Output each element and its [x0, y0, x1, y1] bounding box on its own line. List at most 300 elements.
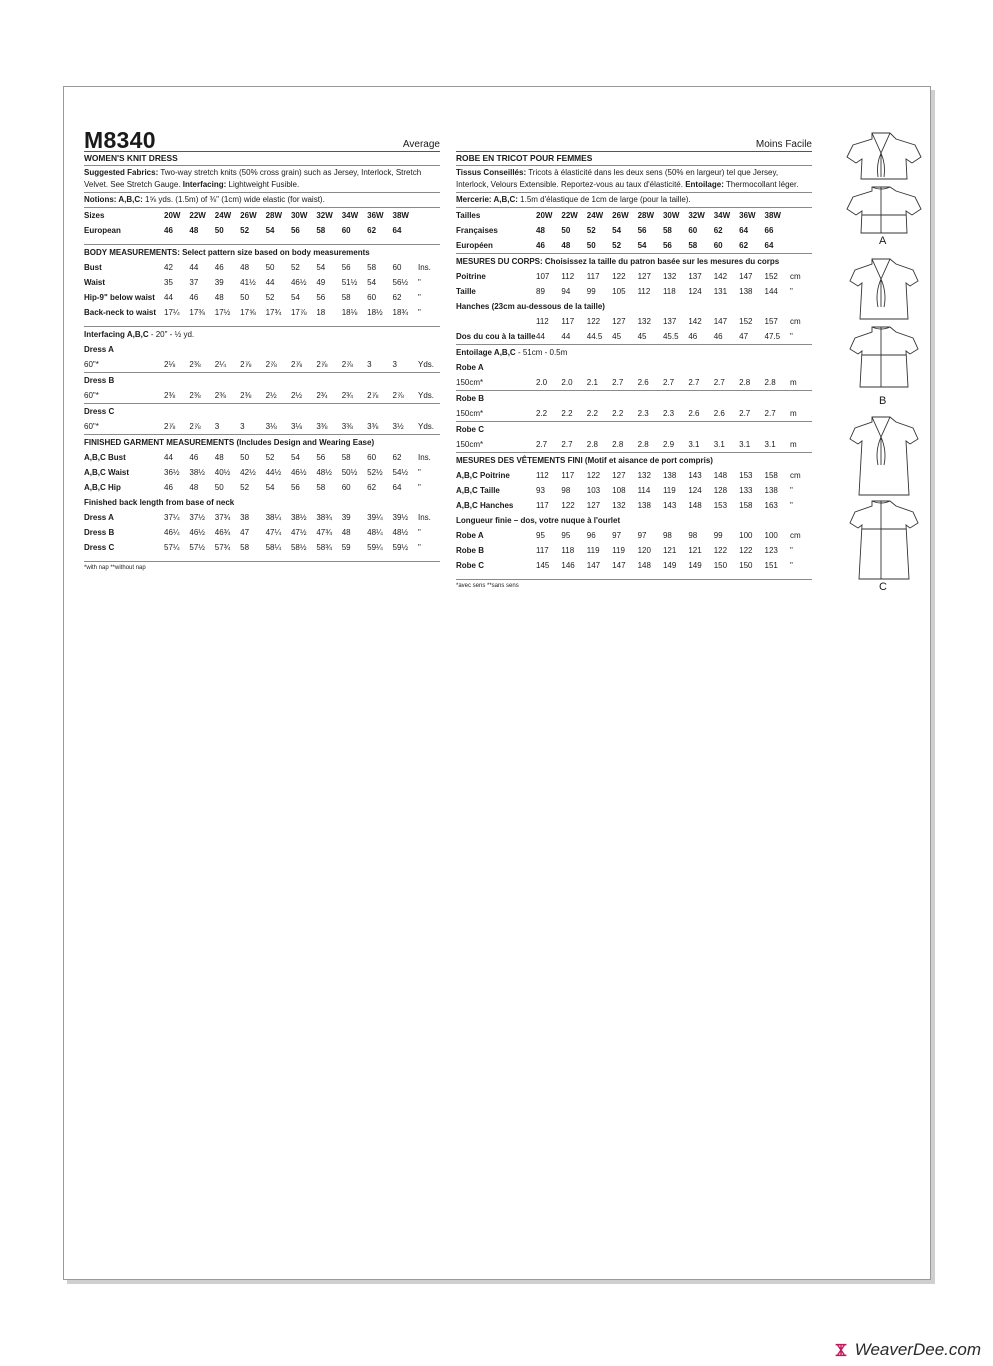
table-cell: 2.3 — [662, 409, 675, 418]
table-cell: 42 — [164, 263, 173, 272]
table-cell: 54 — [612, 226, 622, 235]
fabrics-text-fr: Tricots à élasticité dans les deux sens (50% en largeur) tel que Jersey, Interlock, Velours Extensible. Reportez-vous au taux d'élasticité. — [456, 168, 779, 189]
dress-b-front — [850, 259, 918, 319]
table-cell: 124 — [688, 486, 702, 495]
table-cell: 38¾ — [316, 513, 332, 522]
unit-cell: " — [790, 561, 793, 570]
table-cell: 2⅜ — [164, 391, 176, 400]
table-cell: 46½ — [290, 278, 307, 287]
table-cell: 58¾ — [316, 543, 332, 552]
row-label: Robe B — [456, 546, 484, 555]
unit-cell: " — [790, 287, 793, 296]
table-cell: 52 — [240, 483, 250, 492]
table-cell: 2.6 — [637, 378, 649, 387]
table-cell: 59 — [341, 543, 351, 552]
table-cell: 143 — [688, 471, 702, 480]
difficulty-level: Average — [402, 139, 440, 150]
table-cell: 108 — [612, 486, 626, 495]
table-cell: 54 — [290, 453, 300, 462]
table-cell: 3⅜ — [367, 422, 379, 431]
table-cell: 46 — [189, 453, 199, 462]
row-label: A,B,C Poitrine — [456, 471, 510, 480]
table-cell: 52 — [290, 263, 300, 272]
table-cell: 2.7 — [536, 440, 548, 449]
table-cell: 46 — [214, 263, 224, 272]
table-cell: 56 — [316, 453, 326, 462]
table-cell: 46 — [189, 293, 199, 302]
row-label: 150cm* — [456, 378, 484, 387]
table-cell: 3½ — [392, 422, 404, 431]
row-label: 60"* — [84, 360, 99, 369]
table-cell: 112 — [561, 272, 575, 281]
table-cell: 37½ — [189, 513, 205, 522]
table-cell: 58 — [367, 263, 377, 272]
table-cell: 163 — [764, 501, 778, 510]
table-cell: 127 — [637, 272, 651, 281]
table-cell: 2.7 — [764, 409, 776, 418]
table-cell: 42½ — [240, 468, 256, 477]
table-cell: 57¾ — [214, 543, 231, 552]
table-cell: 149 — [662, 561, 677, 570]
table-cell: 47 — [739, 332, 749, 341]
table-cell: 137 — [688, 272, 702, 281]
table-cell: 18¾ — [392, 308, 409, 317]
table-cell: 48¼ — [367, 528, 383, 537]
table-cell: 57¼ — [164, 543, 180, 552]
table-cell: 62 — [739, 241, 749, 250]
table-cell: 49 — [316, 278, 326, 287]
table-cell: 132 — [612, 501, 626, 510]
table-cell: 2.7 — [688, 378, 700, 387]
table-cell: 143 — [662, 501, 677, 510]
table-cell: 117 — [536, 546, 549, 555]
table-cell: 2½ — [290, 391, 303, 400]
table-cell: 2.7 — [662, 378, 675, 387]
table-cell: 94 — [561, 287, 571, 296]
table-cell: 137 — [662, 317, 677, 326]
table-cell: 147 — [586, 561, 601, 570]
table-cell: 131 — [713, 287, 728, 296]
table-cell: 17⅞ — [290, 308, 307, 317]
spool-icon — [832, 1341, 850, 1359]
table-cell: 20W — [536, 211, 553, 220]
table-cell: 48 — [189, 483, 199, 492]
table-cell: 54½ — [392, 468, 409, 477]
unit-cell: Ins. — [418, 453, 431, 462]
table-cell: 2.0 — [536, 378, 548, 387]
pattern-sheet — [63, 86, 931, 1280]
figure-label-a: A — [879, 235, 887, 247]
table-cell: 60 — [341, 483, 351, 492]
hip-title-fr: Hanches (23cm au-dessous de la taille) — [456, 302, 605, 311]
interfacing-text: Lightweight Fusible. — [226, 180, 300, 189]
table-cell: 37¾ — [214, 513, 231, 522]
difficulty-level-fr: Moins Facile — [755, 139, 812, 150]
table-cell: 153 — [739, 471, 753, 480]
table-cell: 157 — [764, 317, 778, 326]
unit-cell: " — [790, 501, 793, 510]
view-name: Dress A — [84, 345, 114, 354]
table-cell: 30W — [662, 211, 680, 220]
table-cell: 30W — [290, 211, 308, 220]
table-cell: 56 — [316, 293, 326, 302]
table-cell: 158 — [739, 501, 753, 510]
table-cell: 119 — [612, 546, 625, 555]
table-cell: 122 — [713, 546, 728, 555]
table-cell: 3.1 — [688, 440, 700, 449]
table-cell: 3 — [214, 422, 220, 431]
table-cell: 96 — [586, 531, 596, 540]
table-cell: 17¼ — [164, 308, 180, 317]
table-cell: 54 — [265, 226, 275, 235]
table-cell: 2¼ — [214, 360, 226, 369]
table-cell: 60 — [392, 263, 402, 272]
row-label: Robe C — [456, 561, 484, 570]
dress-a-back — [847, 187, 921, 233]
table-cell: 45 — [637, 332, 647, 341]
table-cell: 2⅜ — [214, 391, 226, 400]
table-cell: 58 — [316, 226, 326, 235]
table-cell: 48 — [561, 241, 571, 250]
table-cell: 17⅝ — [240, 308, 256, 317]
finished-length-title-fr: Longueur finie – dos, votre nuque à l'ourlet — [456, 516, 621, 525]
table-cell: 60 — [367, 453, 377, 462]
table-cell: 62 — [367, 483, 377, 492]
unit-cell: m — [790, 409, 797, 418]
view-name: Robe B — [456, 394, 484, 403]
table-cell: 52 — [265, 293, 275, 302]
interfacing-label-fr: Entoilage: — [685, 180, 724, 189]
table-cell: 62 — [392, 453, 402, 462]
table-cell: 58 — [341, 293, 351, 302]
table-cell: 52 — [586, 226, 596, 235]
table-cell: 48½ — [392, 528, 409, 537]
table-cell: 98 — [662, 531, 672, 540]
table-cell: 138 — [739, 287, 753, 296]
unit-cell: " — [418, 308, 421, 317]
finished-length-title: Finished back length from base of neck — [84, 498, 235, 507]
table-cell: 98 — [688, 531, 698, 540]
table-cell: 150 — [713, 561, 728, 570]
table-cell: 99 — [586, 287, 596, 296]
table-cell: 121 — [662, 546, 677, 555]
table-cell: 24W — [586, 211, 604, 220]
table-cell: 52 — [612, 241, 622, 250]
unit-cell: " — [418, 483, 421, 492]
view-name: Dress C — [84, 407, 115, 416]
view-name: Robe C — [456, 425, 484, 434]
table-cell: 18½ — [367, 308, 383, 317]
unit-cell: " — [790, 546, 793, 555]
table-cell: 48 — [189, 226, 199, 235]
table-cell: 46½ — [290, 468, 307, 477]
table-cell: 54 — [316, 263, 326, 272]
table-cell: 18⅛ — [341, 308, 358, 317]
table-cell: 2.6 — [688, 409, 700, 418]
unit-cell: " — [790, 332, 793, 341]
brand-watermark — [832, 1340, 981, 1360]
table-cell: 35 — [164, 278, 173, 287]
table-cell: 132 — [637, 471, 651, 480]
table-cell: 2⅞ — [316, 360, 328, 369]
table-cell: 2⅜ — [189, 360, 201, 369]
table-cell: 37 — [189, 278, 199, 287]
table-cell: 48 — [214, 293, 224, 302]
table-cell: 50½ — [341, 468, 358, 477]
table-cell: 56 — [341, 263, 351, 272]
garment-title: WOMEN'S KNIT DRESS — [84, 153, 178, 163]
table-cell: 50 — [214, 226, 224, 235]
table-cell: 146 — [561, 561, 575, 570]
table-cell: 2⅞ — [290, 360, 303, 369]
table-cell: 122 — [586, 317, 601, 326]
table-cell: 107 — [536, 272, 550, 281]
table-cell: 120 — [637, 546, 651, 555]
table-cell: 39½ — [392, 513, 409, 522]
table-cell: 46 — [536, 241, 545, 250]
dress-a-front — [847, 133, 921, 179]
row-label: Back-neck to waist — [84, 308, 157, 317]
table-cell: 112 — [536, 317, 549, 326]
table-cell: 46¾ — [214, 528, 231, 537]
view-name: Robe A — [456, 363, 484, 372]
table-cell: 148 — [713, 471, 728, 480]
notions-label: Notions: A,B,C: — [84, 195, 143, 204]
table-cell: 133 — [739, 486, 753, 495]
table-cell: 44 — [536, 332, 545, 341]
interfacing-yardage-bold-fr: Entoilage A,B,C — [456, 348, 516, 357]
table-cell: 38½ — [189, 468, 205, 477]
unit-cell: m — [790, 378, 797, 387]
table-cell: 98 — [561, 486, 571, 495]
table-cell: 60 — [341, 226, 351, 235]
table-cell: 123 — [764, 546, 778, 555]
table-cell: 51½ — [341, 278, 358, 287]
table-cell: 20W — [164, 211, 181, 220]
pattern-code: M8340 — [84, 127, 156, 153]
table-cell: 54 — [637, 241, 647, 250]
table-cell: 36W — [739, 211, 756, 220]
table-cell: 60 — [367, 293, 377, 302]
table-cell: 47¼ — [265, 528, 282, 537]
table-cell: 2⅞ — [189, 422, 201, 431]
interfacing-text-fr: Thermocollant léger. — [723, 180, 799, 189]
table-cell: 58 — [341, 453, 351, 462]
table-cell: 48 — [536, 226, 545, 235]
table-cell: 3 — [392, 360, 397, 369]
unit-cell: " — [790, 486, 793, 495]
table-cell: 60 — [713, 241, 723, 250]
table-cell: 122 — [739, 546, 753, 555]
table-cell: 44 — [164, 453, 173, 462]
table-cell: 122 — [561, 501, 575, 510]
table-cell: 2⅞ — [367, 391, 379, 400]
table-cell: 36½ — [164, 468, 180, 477]
row-label: 60"* — [84, 391, 99, 400]
unit-cell: Yds. — [418, 391, 435, 400]
brand-name: WeaverDee.com — [854, 1340, 981, 1359]
table-cell: 151 — [764, 561, 778, 570]
table-cell: 3.1 — [713, 440, 725, 449]
table-cell: 97 — [637, 531, 647, 540]
table-cell: 58 — [316, 483, 326, 492]
table-cell: 54 — [367, 278, 377, 287]
table-cell: 56 — [637, 226, 647, 235]
table-cell: 147 — [739, 272, 753, 281]
unit-cell: cm — [790, 531, 801, 540]
table-cell: 118 — [662, 287, 676, 296]
table-cell: 56 — [662, 241, 672, 250]
table-cell: 22W — [561, 211, 578, 220]
unit-cell: " — [418, 528, 421, 537]
table-cell: 105 — [612, 287, 626, 296]
table-cell: 38 — [240, 513, 250, 522]
table-cell: 28W — [265, 211, 283, 220]
table-cell: 48 — [214, 453, 224, 462]
table-cell: 114 — [637, 486, 651, 495]
table-cell: 153 — [713, 501, 728, 510]
table-cell: 47.5 — [764, 332, 781, 341]
unit-cell: " — [418, 293, 421, 302]
table-cell: 24W — [214, 211, 232, 220]
unit-cell: m — [790, 440, 797, 449]
table-cell: 2¾ — [316, 391, 328, 400]
unit-cell: Yds. — [418, 422, 435, 431]
table-cell: 147 — [713, 317, 728, 326]
table-cell: 2.8 — [764, 378, 776, 387]
view-name: Dress B — [84, 376, 115, 385]
table-cell: 3 — [240, 422, 245, 431]
table-cell: 2⅜ — [240, 391, 252, 400]
table-cell: 54 — [290, 293, 300, 302]
table-cell: 2.7 — [561, 440, 573, 449]
unit-cell: Yds. — [418, 360, 435, 369]
body-measurements-title: BODY MEASUREMENTS: Select pattern size based on body measurements — [84, 248, 370, 257]
table-cell: 117 — [536, 501, 549, 510]
footnote: *with nap **without nap — [84, 565, 146, 571]
fabrics-label: Suggested Fabrics: — [84, 168, 159, 177]
table-cell: 48 — [240, 263, 250, 272]
table-cell: 52 — [240, 226, 250, 235]
table-cell: 117 — [561, 471, 575, 480]
table-cell: 2.8 — [586, 440, 598, 449]
table-cell: 158 — [764, 471, 778, 480]
table-cell: 57½ — [189, 543, 205, 552]
table-cell: 2.0 — [561, 378, 573, 387]
table-cell: 39¼ — [367, 513, 383, 522]
table-cell: 2.8 — [637, 440, 649, 449]
interfacing-label: Interfacing: — [182, 180, 227, 189]
fabrics-text: Two-way stretch knits (50% cross grain) such as Jersey, Interlock, Stretch Velvet. See Stretch Gauge. — [84, 168, 422, 189]
table-cell: 145 — [536, 561, 550, 570]
table-cell: 58 — [662, 226, 672, 235]
table-cell: 112 — [536, 471, 549, 480]
table-cell: 127 — [612, 471, 626, 480]
interfacing-yardage-bold: Interfacing A,B,C — [84, 330, 149, 339]
table-cell: 127 — [586, 501, 601, 510]
table-cell: 3 — [367, 360, 372, 369]
table-cell: 17¾ — [265, 308, 282, 317]
table-cell: 117 — [561, 317, 575, 326]
row-label: Dress C — [84, 543, 115, 552]
table-cell: 132 — [637, 317, 651, 326]
row-label: A,B,C Bust — [84, 453, 126, 462]
table-cell: 142 — [688, 317, 702, 326]
table-cell: 48 — [341, 528, 351, 537]
table-cell: 44½ — [265, 468, 282, 477]
unit-cell: Ins. — [418, 263, 431, 272]
row-label: Françaises — [456, 226, 498, 235]
dress-b-back — [850, 327, 918, 387]
table-cell: 2.7 — [739, 409, 751, 418]
table-cell: 34W — [713, 211, 731, 220]
table-cell: 38W — [764, 211, 781, 220]
table-cell: 149 — [688, 561, 702, 570]
table-cell: 58½ — [290, 543, 307, 552]
dress-c-back — [850, 501, 918, 579]
table-cell: 26W — [612, 211, 629, 220]
table-cell: 124 — [688, 287, 702, 296]
table-cell: 2.3 — [637, 409, 649, 418]
table-cell: 117 — [586, 272, 600, 281]
table-cell: 50 — [586, 241, 596, 250]
table-cell: 50 — [240, 293, 250, 302]
table-cell: 2.1 — [586, 378, 598, 387]
table-cell: 44 — [164, 293, 173, 302]
table-cell: 138 — [764, 486, 778, 495]
table-cell: 50 — [561, 226, 571, 235]
table-cell: 44 — [189, 263, 199, 272]
table-cell: 46¼ — [164, 528, 180, 537]
table-cell: 127 — [612, 317, 626, 326]
row-label: Tailles — [456, 211, 481, 220]
table-cell: 3⅛ — [265, 422, 277, 431]
table-cell: 144 — [764, 287, 778, 296]
table-cell: 138 — [637, 501, 651, 510]
table-cell: 148 — [688, 501, 702, 510]
table-cell: 119 — [662, 486, 676, 495]
table-cell: 2⅞ — [164, 422, 176, 431]
table-cell: 2.2 — [536, 409, 548, 418]
row-label: 150cm* — [456, 409, 484, 418]
table-cell: 59¼ — [367, 543, 383, 552]
table-cell: 2⅞ — [265, 360, 277, 369]
table-cell: 152 — [764, 272, 778, 281]
table-cell: 62 — [392, 293, 402, 302]
table-cell: 56½ — [392, 278, 409, 287]
finished-measurements-title: FINISHED GARMENT MEASUREMENTS (Includes Design and Wearing Ease) — [84, 438, 375, 447]
table-cell: 100 — [739, 531, 753, 540]
unit-cell: Ins. — [418, 513, 431, 522]
table-cell: 2.2 — [586, 409, 598, 418]
row-label: 150cm* — [456, 440, 484, 449]
table-cell: 64 — [392, 226, 402, 235]
table-cell: 50 — [240, 453, 250, 462]
table-cell: 2.2 — [612, 409, 624, 418]
table-cell: 60 — [688, 226, 698, 235]
table-cell: 122 — [586, 471, 601, 480]
table-cell: 52½ — [367, 468, 383, 477]
table-cell: 93 — [536, 486, 545, 495]
table-cell: 46 — [164, 483, 173, 492]
garment-title-fr: ROBE EN TRICOT POUR FEMMES — [456, 153, 593, 163]
table-cell: 122 — [612, 272, 626, 281]
table-cell: 64 — [764, 241, 774, 250]
table-cell: 3.1 — [739, 440, 751, 449]
table-cell: 47 — [240, 528, 250, 537]
table-cell: 50 — [265, 263, 275, 272]
notions-text-fr: 1.5m d'élastique de 1cm de large (pour la taille). — [517, 195, 691, 204]
